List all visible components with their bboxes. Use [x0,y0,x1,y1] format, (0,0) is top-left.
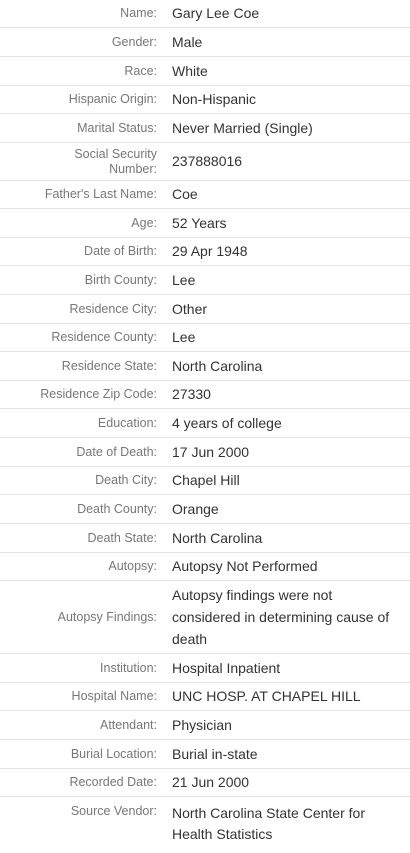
hispanic-origin-label: Hispanic Origin: [68,92,157,106]
row-age [0,209,410,238]
date-of-birth-value: 29 Apr 1948 [172,243,248,259]
row-residence-county [0,324,410,352]
row-hispanic-origin [0,86,410,114]
recorded-date-value: 21 Jun 2000 [172,774,250,790]
residence-city-value: Other [172,300,208,317]
fathers-last-name-label: Father's Last Name: [44,187,157,201]
recorded-date-label: Recorded Date: [69,775,157,789]
residence-zip-code-label: Residence Zip Code: [40,387,157,401]
name-label: Name: [120,6,157,20]
row-death-county [0,495,410,524]
row-hospital-name [0,683,410,711]
death-county-value: Orange [172,500,219,517]
residence-county-value: Lee [172,329,196,345]
date-of-death-label: Date of Death: [76,444,157,459]
row-autopsy-findings [0,581,410,654]
row-death-city [0,467,410,495]
ssn-value: 237888016 [172,153,243,169]
row-name [0,0,410,28]
hispanic-origin-value: Non-Hispanic [172,91,257,107]
residence-state-value: North Carolina [172,357,263,374]
date-of-death-value: 17 Jun 2000 [172,443,250,460]
name-value: Gary Lee Coe [172,5,260,21]
hospital-name-value: UNC HOSP. AT CHAPEL HILL [172,688,361,704]
birth-county-value: Lee [172,271,196,288]
residence-zip-code-value: 27330 [172,386,211,402]
row-burial-location [0,740,410,769]
burial-location-value: Burial in-state [172,745,258,762]
residence-county-label: Residence County: [51,330,157,344]
age-value: 52 Years [172,214,227,231]
autopsy-findings-value: Autopsy findings were not considered in determining cause of death [172,587,390,647]
gender-label: Gender: [111,34,157,49]
source-vendor-label: Source Vendor: [70,804,157,818]
age-label: Age: [131,215,157,230]
attendant-label: Attendant: [100,717,157,732]
autopsy-label: Autopsy: [108,559,157,573]
row-institution [0,654,410,683]
autopsy-findings-label: Autopsy Findings: [57,609,157,624]
fathers-last-name-value: Coe [172,186,198,202]
birth-county-label: Birth County: [84,272,157,287]
hospital-name-label: Hospital Name: [71,689,157,703]
row-death-state [0,524,410,553]
row-date-of-death [0,438,410,467]
row-source-vendor [0,797,410,853]
race-value: White [172,62,208,79]
row-race [0,57,410,86]
gender-value: Male [172,33,203,50]
institution-value: Hospital Inpatient [172,659,281,676]
attendant-value: Physician [172,716,232,733]
row-autopsy [0,553,410,581]
row-residence-zip-code [0,381,410,409]
row-birth-county [0,266,410,295]
death-city-value: Chapel Hill [172,472,240,488]
death-state-value: North Carolina [172,529,263,546]
autopsy-value: Autopsy Not Performed [172,558,318,574]
row-residence-state [0,352,410,381]
row-ssn [0,143,410,181]
row-gender [0,28,410,57]
education-label: Education: [97,415,157,430]
marital-status-label: Marital Status: [77,120,157,135]
row-marital-status [0,114,410,143]
residence-city-label: Residence City: [69,301,157,316]
row-recorded-date [0,769,410,797]
date-of-birth-label: Date of Birth: [84,244,157,258]
ssn-label: Social Security Number: [74,146,157,176]
education-value: 4 years of college [172,414,282,431]
row-attendant [0,711,410,740]
row-education [0,409,410,438]
residence-state-label: Residence State: [61,358,157,373]
burial-location-label: Burial Location: [70,746,157,761]
marital-status-value: Never Married (Single) [172,119,313,136]
death-city-label: Death City: [95,473,157,487]
race-label: Race: [124,63,157,78]
source-vendor-value: North Carolina State Center for Health Statistics [172,805,365,842]
row-date-of-birth [0,238,410,266]
row-fathers-last-name [0,181,410,209]
death-state-label: Death State: [87,530,157,545]
death-county-label: Death County: [77,501,157,516]
row-residence-city [0,295,410,324]
institution-label: Institution: [100,660,157,675]
